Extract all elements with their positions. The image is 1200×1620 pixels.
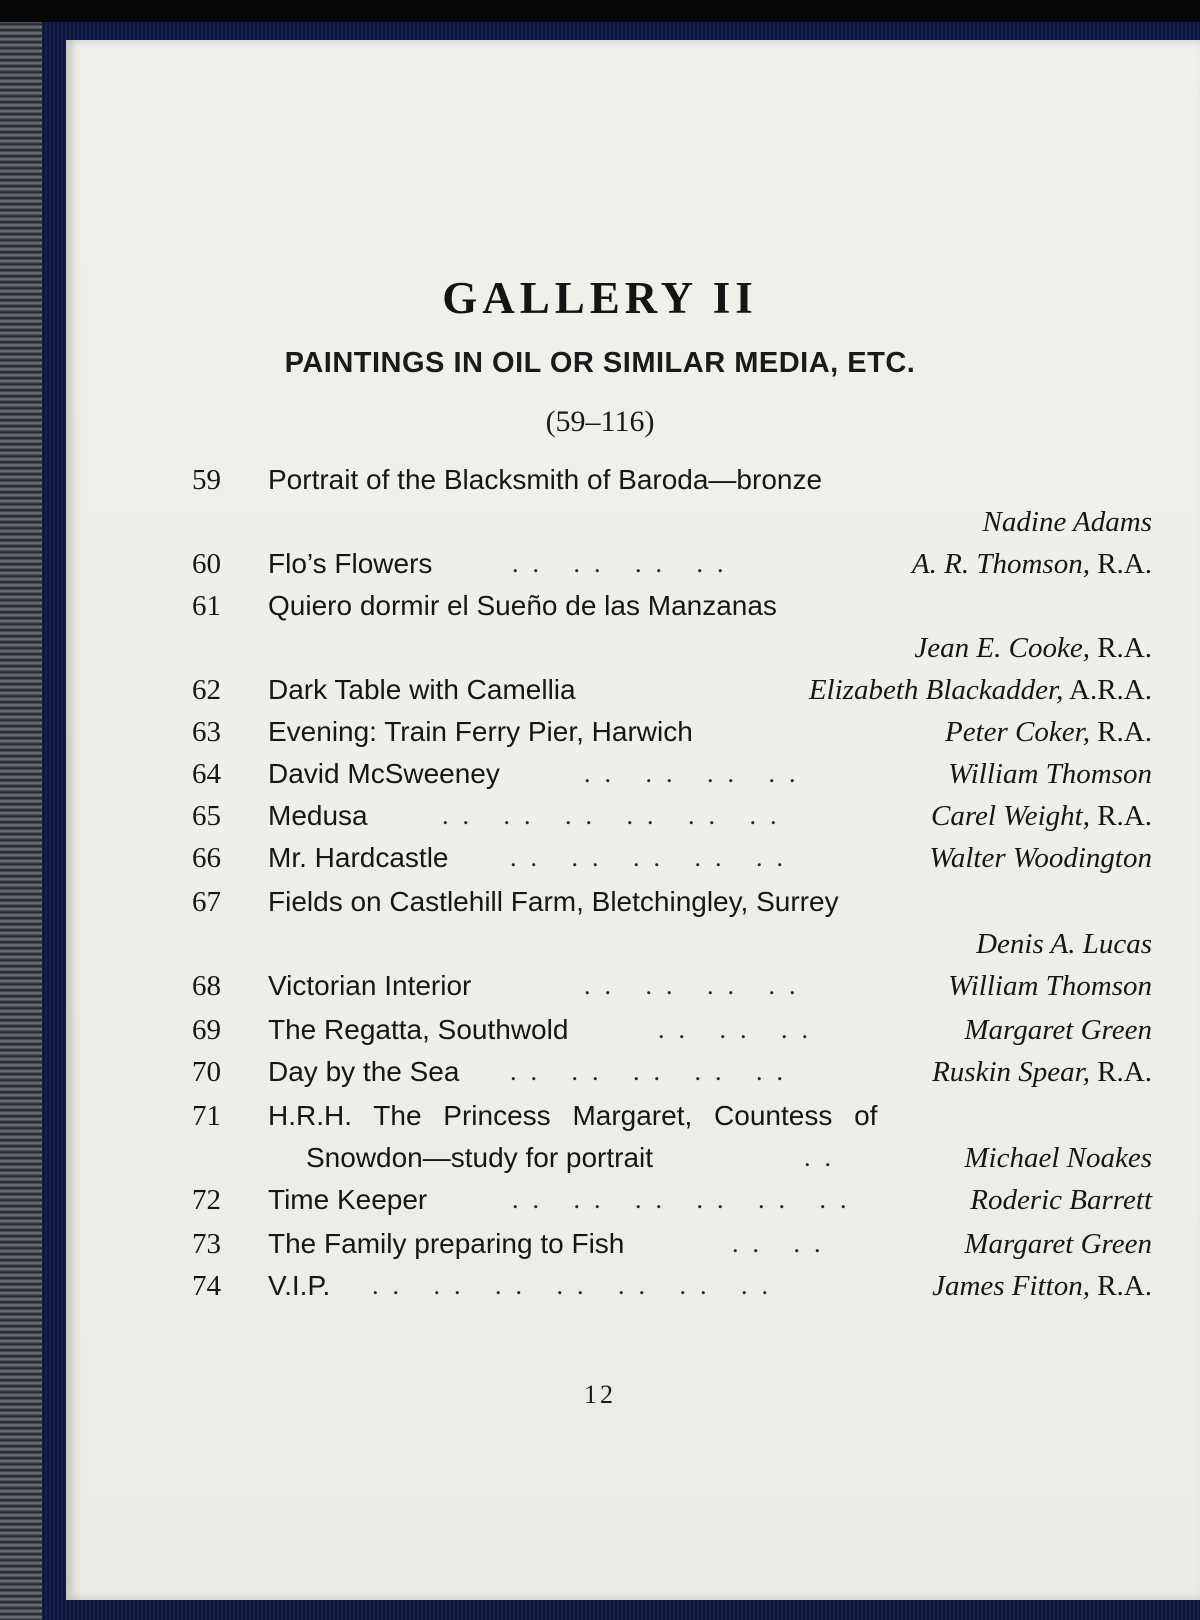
list-item: [192, 1096, 1152, 1136]
entry-artist: [964, 1010, 1152, 1050]
entry-number: 69: [192, 1014, 221, 1046]
artist-name: Carel Weight,: [930, 800, 1090, 832]
leader-dots: .. .. .. ..: [512, 549, 738, 578]
entry-title: H.R.H. The Princess Margaret, Countess of: [268, 1100, 878, 1131]
list-item: [192, 838, 1152, 878]
entry-number: 72: [192, 1184, 221, 1216]
catalogue-range: (59–116): [545, 405, 655, 438]
entry-number: 59: [192, 464, 221, 496]
artist-name: Ruskin Spear,: [932, 1056, 1090, 1088]
leader-dots: .. .. .. .. .. ..: [442, 801, 791, 830]
leader-dots: .. ..: [732, 1229, 835, 1258]
entry-number: 61: [192, 590, 221, 622]
entry-number: 64: [192, 758, 221, 790]
list-item: [192, 754, 1152, 794]
leader-dots: ..: [804, 1143, 845, 1172]
artist-name: William Thomson: [948, 758, 1152, 790]
artist-name: A. R. Thomson,: [911, 548, 1090, 580]
list-item: [192, 1052, 1152, 1092]
leader-dots: .. .. .. ..: [584, 971, 810, 1000]
entry-title: Flo’s Flowers: [268, 548, 433, 579]
list-item-artist-line: [192, 924, 1152, 964]
entry-title: Victorian Interior: [268, 970, 472, 1001]
entry-title-continued: Snowdon—study for portrait: [306, 1142, 654, 1173]
artist-honour: R.A.: [1097, 1270, 1152, 1302]
entry-title: Quiero dormir el Sueño de las Manzanas: [268, 590, 777, 621]
entry-number: 63: [192, 716, 221, 748]
artist-honour: R.A.: [1097, 1056, 1152, 1088]
entry-number: 60: [192, 548, 221, 580]
list-item-artist-line: [192, 502, 1152, 542]
entry-number: 74: [192, 1270, 221, 1302]
entry-title: Mr. Hardcastle: [268, 842, 449, 873]
entry-artist: [945, 712, 1152, 752]
artist-honour: A.R.A.: [1069, 674, 1152, 706]
list-item: [192, 1010, 1152, 1050]
leader-dots: .. .. ..: [658, 1015, 822, 1044]
entry-number: 68: [192, 970, 221, 1002]
cover-edge: [0, 0, 42, 1620]
page-number: 12: [584, 1380, 616, 1409]
artist-name: Nadine Adams: [982, 506, 1152, 538]
list-item: [192, 966, 1152, 1006]
entry-artist: [914, 628, 1152, 668]
entry-title: The Family preparing to Fish: [268, 1228, 625, 1259]
list-item: [192, 460, 1152, 500]
list-item: [192, 796, 1152, 836]
entry-artist: [976, 924, 1152, 964]
entry-title: Medusa: [268, 800, 368, 831]
artist-name: William Thomson: [948, 970, 1152, 1002]
entry-title: Fields on Castlehill Farm, Bletchingley, Surrey: [268, 886, 839, 917]
entry-number: 71: [192, 1100, 221, 1132]
list-item: [192, 882, 1152, 922]
entry-number: 62: [192, 674, 221, 706]
entry-number: 65: [192, 800, 221, 832]
gallery-title: GALLERY II: [442, 273, 758, 323]
entry-title: The Regatta, Southwold: [268, 1014, 569, 1045]
entry-artist: [929, 838, 1152, 878]
entry-artist: [932, 1052, 1152, 1092]
entry-title: David McSweeney: [268, 758, 500, 789]
entry-title: Evening: Train Ferry Pier, Harwich: [268, 716, 693, 747]
artist-honour: R.A.: [1097, 548, 1152, 580]
entry-artist: [983, 502, 1152, 542]
leader-dots: .. .. .. .. .. ..: [512, 1185, 861, 1214]
artist-honour: R.A.: [1097, 632, 1152, 664]
leader-dots: .. .. .. .. .. .. ..: [372, 1271, 782, 1300]
entry-artist: [948, 966, 1152, 1006]
list-item: [192, 544, 1152, 584]
entry-title: Time Keeper: [268, 1184, 428, 1215]
artist-name: Denis A. Lucas: [976, 928, 1152, 960]
entry-title: V.I.P.: [268, 1270, 331, 1301]
entry-title: Dark Table with Camellia: [268, 674, 576, 705]
entry-artist: [964, 1224, 1152, 1264]
artist-name: Elizabeth Blackadder,: [808, 674, 1064, 706]
artist-name: Roderic Barrett: [970, 1184, 1152, 1216]
artist-name: Peter Coker,: [944, 716, 1090, 748]
entry-number: 67: [192, 886, 221, 918]
artist-name: Margaret Green: [964, 1228, 1152, 1260]
list-item: [192, 1180, 1152, 1220]
entry-artist: [932, 1266, 1152, 1306]
list-item: [192, 712, 1152, 752]
list-item: [192, 1266, 1152, 1306]
list-item: [192, 1224, 1152, 1264]
entry-title: Portrait of the Blacksmith of Baroda—bronze: [268, 464, 823, 495]
entry-title: Day by the Sea: [268, 1056, 460, 1087]
list-item-continuation: [192, 1138, 1152, 1178]
entry-number: 73: [192, 1228, 221, 1260]
list-item: [192, 670, 1152, 710]
entry-number: 70: [192, 1056, 221, 1088]
section-subtitle: PAINTINGS IN OIL OR SIMILAR MEDIA, ETC.: [284, 347, 916, 379]
entry-number: 66: [192, 842, 221, 874]
artist-name: Jean E. Cooke,: [914, 632, 1090, 664]
cover-top-edge: [0, 0, 1200, 22]
artist-honour: R.A.: [1097, 716, 1152, 748]
list-item-artist-line: [192, 628, 1152, 668]
artist-name: Walter Woodington: [929, 842, 1152, 874]
entry-artist: [809, 670, 1152, 710]
entry-artist: [948, 754, 1152, 794]
artist-honour: R.A.: [1097, 800, 1152, 832]
entry-artist: [931, 796, 1152, 836]
artist-name: James Fitton,: [932, 1270, 1090, 1302]
entry-artist: [970, 1180, 1152, 1220]
leader-dots: .. .. .. .. ..: [510, 1057, 797, 1086]
list-item: [192, 586, 1152, 626]
entry-artist: [912, 544, 1152, 584]
leader-dots: .. .. .. .. ..: [510, 843, 797, 872]
leader-dots: .. .. .. ..: [584, 759, 810, 788]
entry-artist: [964, 1138, 1152, 1178]
artist-name: Margaret Green: [964, 1014, 1152, 1046]
artist-name: Michael Noakes: [964, 1142, 1152, 1174]
